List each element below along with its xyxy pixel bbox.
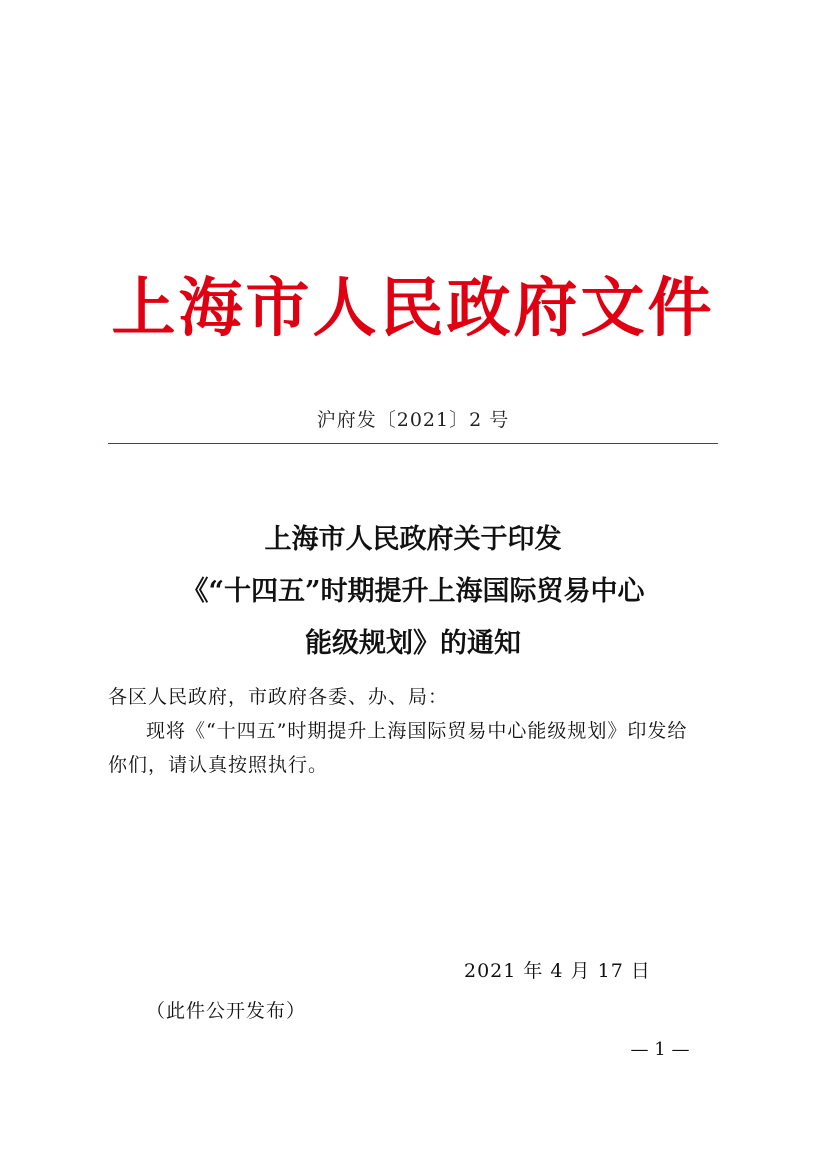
issuer-title: 上海市人民政府文件	[111, 271, 715, 346]
red-separator-line	[108, 443, 718, 444]
body-line-2: 你们，请认真按照执行。	[108, 754, 329, 776]
body-line-1: 现将《“十四五”时期提升上海国际贸易中心能级规划》印发给	[146, 720, 688, 742]
document-number: 沪府发〔2021〕2 号	[316, 409, 510, 431]
notice-title-line-1: 上海市人民政府关于印发	[264, 524, 562, 555]
publicity-note: （此件公开发布）	[146, 1000, 307, 1022]
salutation: 各区人民政府，市政府各委、办、局：	[108, 686, 449, 708]
issue-date: 2021 年 4 月 17 日	[464, 960, 651, 982]
page-number: — 1 —	[630, 1039, 690, 1060]
notice-title-line-2: 《“十四五”时期提升上海国际贸易中心	[181, 576, 645, 607]
notice-title-line-3: 能级规划》的通知	[305, 628, 521, 659]
notice-title	[0, 514, 826, 670]
notice-body	[108, 714, 720, 782]
